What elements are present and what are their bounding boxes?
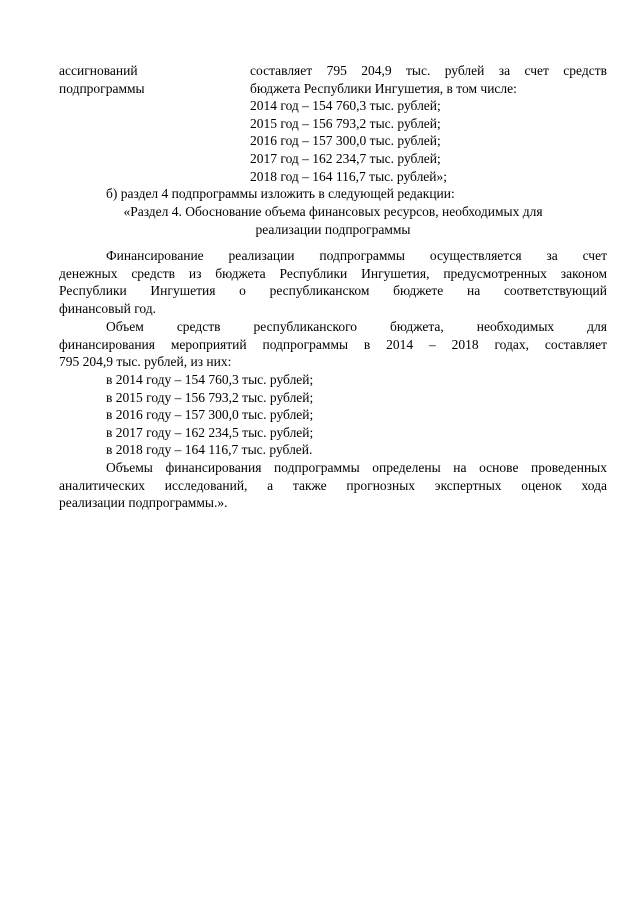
conclusion-paragraph bbox=[59, 459, 607, 512]
value-year-line: 2018 год – 164 116,7 тыс. рублей»; bbox=[250, 168, 448, 184]
section-title-line: «Раздел 4. Обоснование объема финансовых ресурсов, необходимых для bbox=[123, 204, 543, 219]
paragraph-line: Республики Ингушетия о республиканском бюджете на соответствующий bbox=[59, 283, 607, 299]
value-year-line: 2016 год – 157 300,0 тыс. рублей; bbox=[250, 133, 441, 149]
label-line: ассигнований bbox=[59, 63, 138, 78]
yearly-amount-item: в 2016 году – 157 300,0 тыс. рублей; bbox=[106, 407, 314, 423]
paragraph-line: Объемы финансирования подпрограммы определены на основе проведенных bbox=[106, 460, 607, 475]
paragraph-line: реализации подпрограммы.». bbox=[59, 495, 228, 511]
value-year-line: 2017 год – 162 234,7 тыс. рублей; bbox=[250, 150, 441, 166]
value-line: составляет 795 204,9 тыс. рублей за счет средств bbox=[250, 63, 607, 78]
section-title-line: реализации подпрограммы bbox=[255, 221, 411, 237]
paragraph-line: финансовый год. bbox=[59, 300, 157, 316]
amendment-line: б) раздел 4 подпрограммы изложить в следующей редакции: bbox=[106, 186, 455, 201]
passport-label-cell bbox=[59, 62, 250, 185]
passport-table-row bbox=[59, 62, 607, 185]
financing-paragraph bbox=[59, 247, 607, 317]
value-year-line: 2015 год – 156 793,2 тыс. рублей; bbox=[250, 115, 441, 131]
passport-value-cell bbox=[250, 62, 607, 185]
yearly-amount-item: в 2018 году – 164 116,7 тыс. рублей. bbox=[106, 442, 313, 458]
paragraph-line: денежных средств из бюджета Республики Ингушетия, предусмотренных законом bbox=[59, 265, 607, 281]
value-line: бюджета Республики Ингушетия, в том числе: bbox=[250, 80, 517, 96]
paragraph-line: 795 204,9 тыс. рублей, из них: bbox=[59, 354, 232, 370]
label-line: подпрограммы bbox=[59, 80, 145, 96]
yearly-amount-item: в 2014 году – 154 760,3 тыс. рублей; bbox=[106, 372, 314, 387]
section-title bbox=[59, 203, 607, 238]
paragraph-line: финансирования мероприятий подпрограммы в 2014 – 2018 годах, составляет bbox=[59, 336, 607, 352]
paragraph-line: аналитических исследований, а также прогнозных экспертных оценок хода bbox=[59, 477, 607, 493]
paragraph-line: Финансирование реализации подпрограммы осуществляется за счет bbox=[106, 248, 607, 263]
yearly-amount-item: в 2017 году – 162 234,5 тыс. рублей; bbox=[106, 424, 314, 440]
yearly-amounts-list bbox=[59, 371, 607, 459]
amendment-instruction bbox=[59, 185, 607, 203]
yearly-amount-item: в 2015 году – 156 793,2 тыс. рублей; bbox=[106, 389, 314, 405]
value-year-line: 2014 год – 154 760,3 тыс. рублей; bbox=[250, 98, 441, 114]
budget-volume-paragraph bbox=[59, 318, 607, 371]
paragraph-line: Объем средств республиканского бюджета, необходимых для bbox=[106, 319, 607, 334]
